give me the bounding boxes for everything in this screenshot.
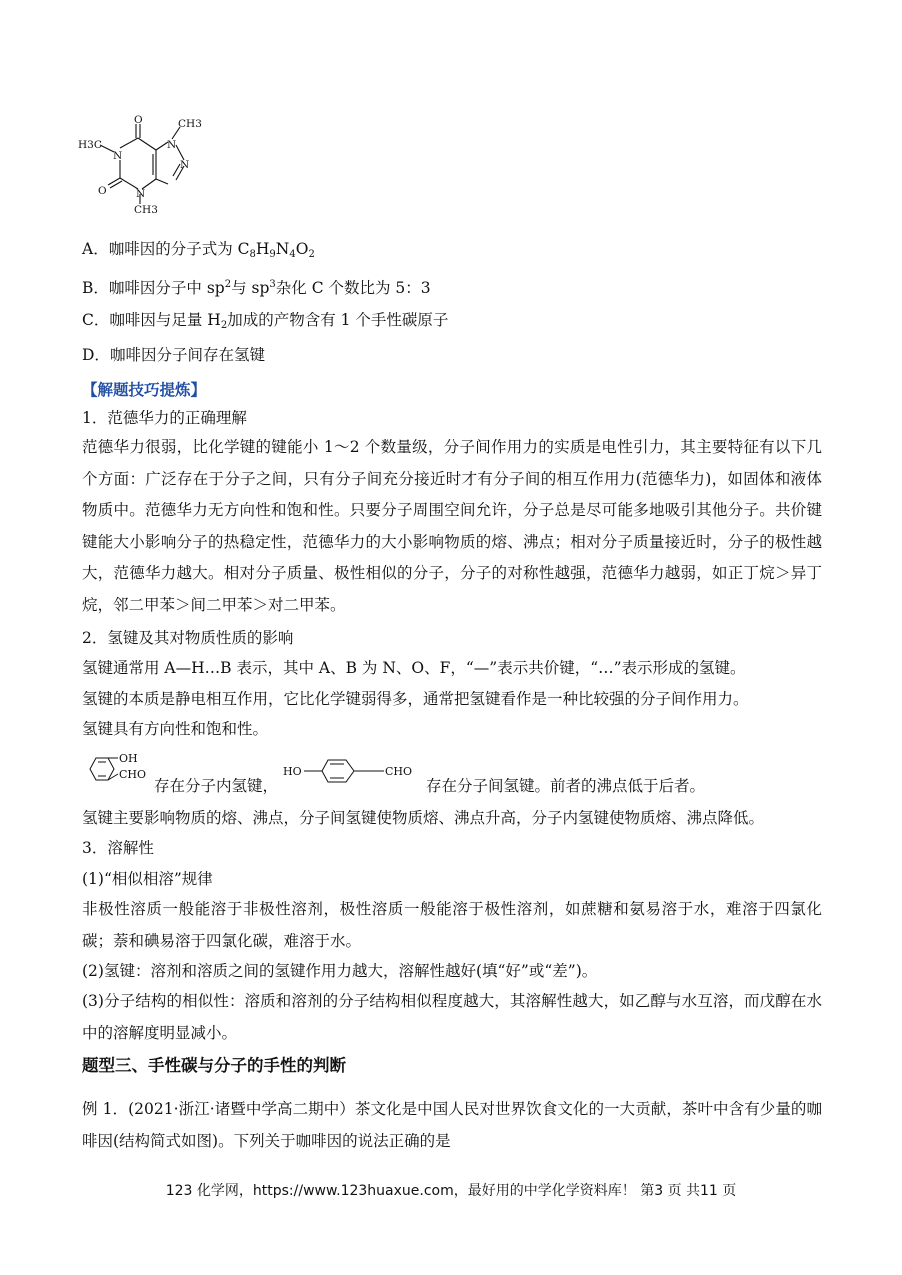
section2-line3: 氢键具有方向性和饱和性。: [82, 720, 269, 738]
section2-title: 2．氢键及其对物质性质的影响: [82, 629, 294, 647]
page-footer: 123 化学网，https://www.123huaxue.com，最好用的中学化学资料库！ 第3 页 共11 页: [165, 1183, 737, 1199]
section3-title: 3．溶解性: [82, 839, 154, 857]
option-a: A．咖啡因的分子式为 $C_8H_9N_4O_2$: [82, 240, 315, 260]
option-c: C．咖啡因与足量 $H_2$加成的产物含有 1 个手性碳原子: [82, 311, 449, 331]
atom-label: O: [134, 114, 143, 126]
example1-question: 例 1．(2021·浙江·诸暨中学高二期中）茶文化是中国人民对世界饮食文化的一大贡献，茶叶中含有少量的咖啡因(结构简式如图)。下列关于咖啡因的说法正确的是: [82, 1100, 822, 1150]
type3-heading: 题型三、手性碳与分子的手性的判断: [82, 1056, 346, 1075]
struct2-text: 存在分子间氢键。前者的沸点低于后者。: [426, 777, 706, 795]
svg-text:CHO: CHO: [385, 765, 413, 778]
atom-label: N: [136, 188, 146, 200]
section2-line4: 氢键主要影响物质的熔、沸点，分子间氢键使物质熔、沸点升高，分子内氢键使物质熔、沸点降低。: [82, 809, 765, 827]
tips-title: 【解题技巧提炼】: [82, 380, 207, 399]
salicylaldehyde-structure: [82, 752, 157, 792]
option-b: B．咖啡因分子中 $sp^2$与 $sp^3$杂化 C 个数比为 5：3: [82, 279, 431, 297]
atom-label: H3C: [78, 139, 102, 151]
section1-body: 范德华力很弱，比化学键的键能小 1～2 个数量级，分子间作用力的实质是电性引力，其主要特征有以下几个方面：广泛存在于分子之间，只有分子间充分接近时才有分子间的相互作用力(范德华力)，如固体和液体物质中。范德华力无方向性和饱和性。只要分子周围空间允许，分子总是尽可能多地吸引其他分子。共价键键能大小影响分子的热稳定性，范德华力的大小影响物质的熔、沸点；相对分子质量接近时，分子的极性越大，范德华力越大。相对分子质量、极性相似的分子，分子的对称性越强，范德华力越弱，如正丁烷＞异丁烷，邻二甲苯＞间二甲苯＞对二甲苯。: [82, 438, 822, 614]
atom-label: N: [180, 159, 190, 171]
section2-line2: 氢键的本质是静电相互作用，它比化学键弱得多，通常把氢键看作是一种比较强的分子间作用力。: [82, 690, 749, 708]
atom-label: CH3: [134, 204, 158, 216]
struct1-text: 存在分子内氢键，: [154, 777, 279, 795]
atom-label: N: [113, 150, 123, 162]
section1-title: 1．范德华力的正确理解: [82, 409, 247, 427]
svg-text:HO: HO: [283, 765, 302, 778]
section3-item1-body: 非极性溶质一般能溶于非极性溶剂，极性溶质一般能溶于极性溶剂，如蔗糖和氨易溶于水，难溶于四氯化碳；萘和碘易溶于四氯化碳，难溶于水。: [82, 900, 822, 950]
section3-item2: (2)氢键：溶剂和溶质之间的氢键作用力越大，溶解性越好(填“好”或“差”)。: [82, 962, 598, 980]
option-d: D．咖啡因分子间存在氢键: [82, 346, 265, 364]
svg-text:CHO: CHO: [119, 768, 147, 781]
section3-item3: (3)分子结构的相似性：溶质和溶剂的分子结构相似程度越大，其溶解性越大，如乙醇与水互溶，而戊醇在水中的溶解度明显减小。: [82, 992, 822, 1042]
svg-text:OH: OH: [119, 752, 138, 765]
p-hydroxybenzaldehyde-structure: [282, 754, 427, 788]
section3-item1-title: (1)“相似相溶”规律: [82, 870, 213, 888]
section2-line1: 氢键通常用 A—H…B 表示，其中 A、B 为 N、O、F，“—”表示共价键，“…”表示形成的氢键。: [82, 659, 746, 677]
atom-label: O: [98, 185, 107, 197]
caffeine-structure-diagram: [76, 112, 216, 222]
atom-label: N: [167, 139, 177, 151]
atom-label: CH3: [178, 118, 202, 130]
